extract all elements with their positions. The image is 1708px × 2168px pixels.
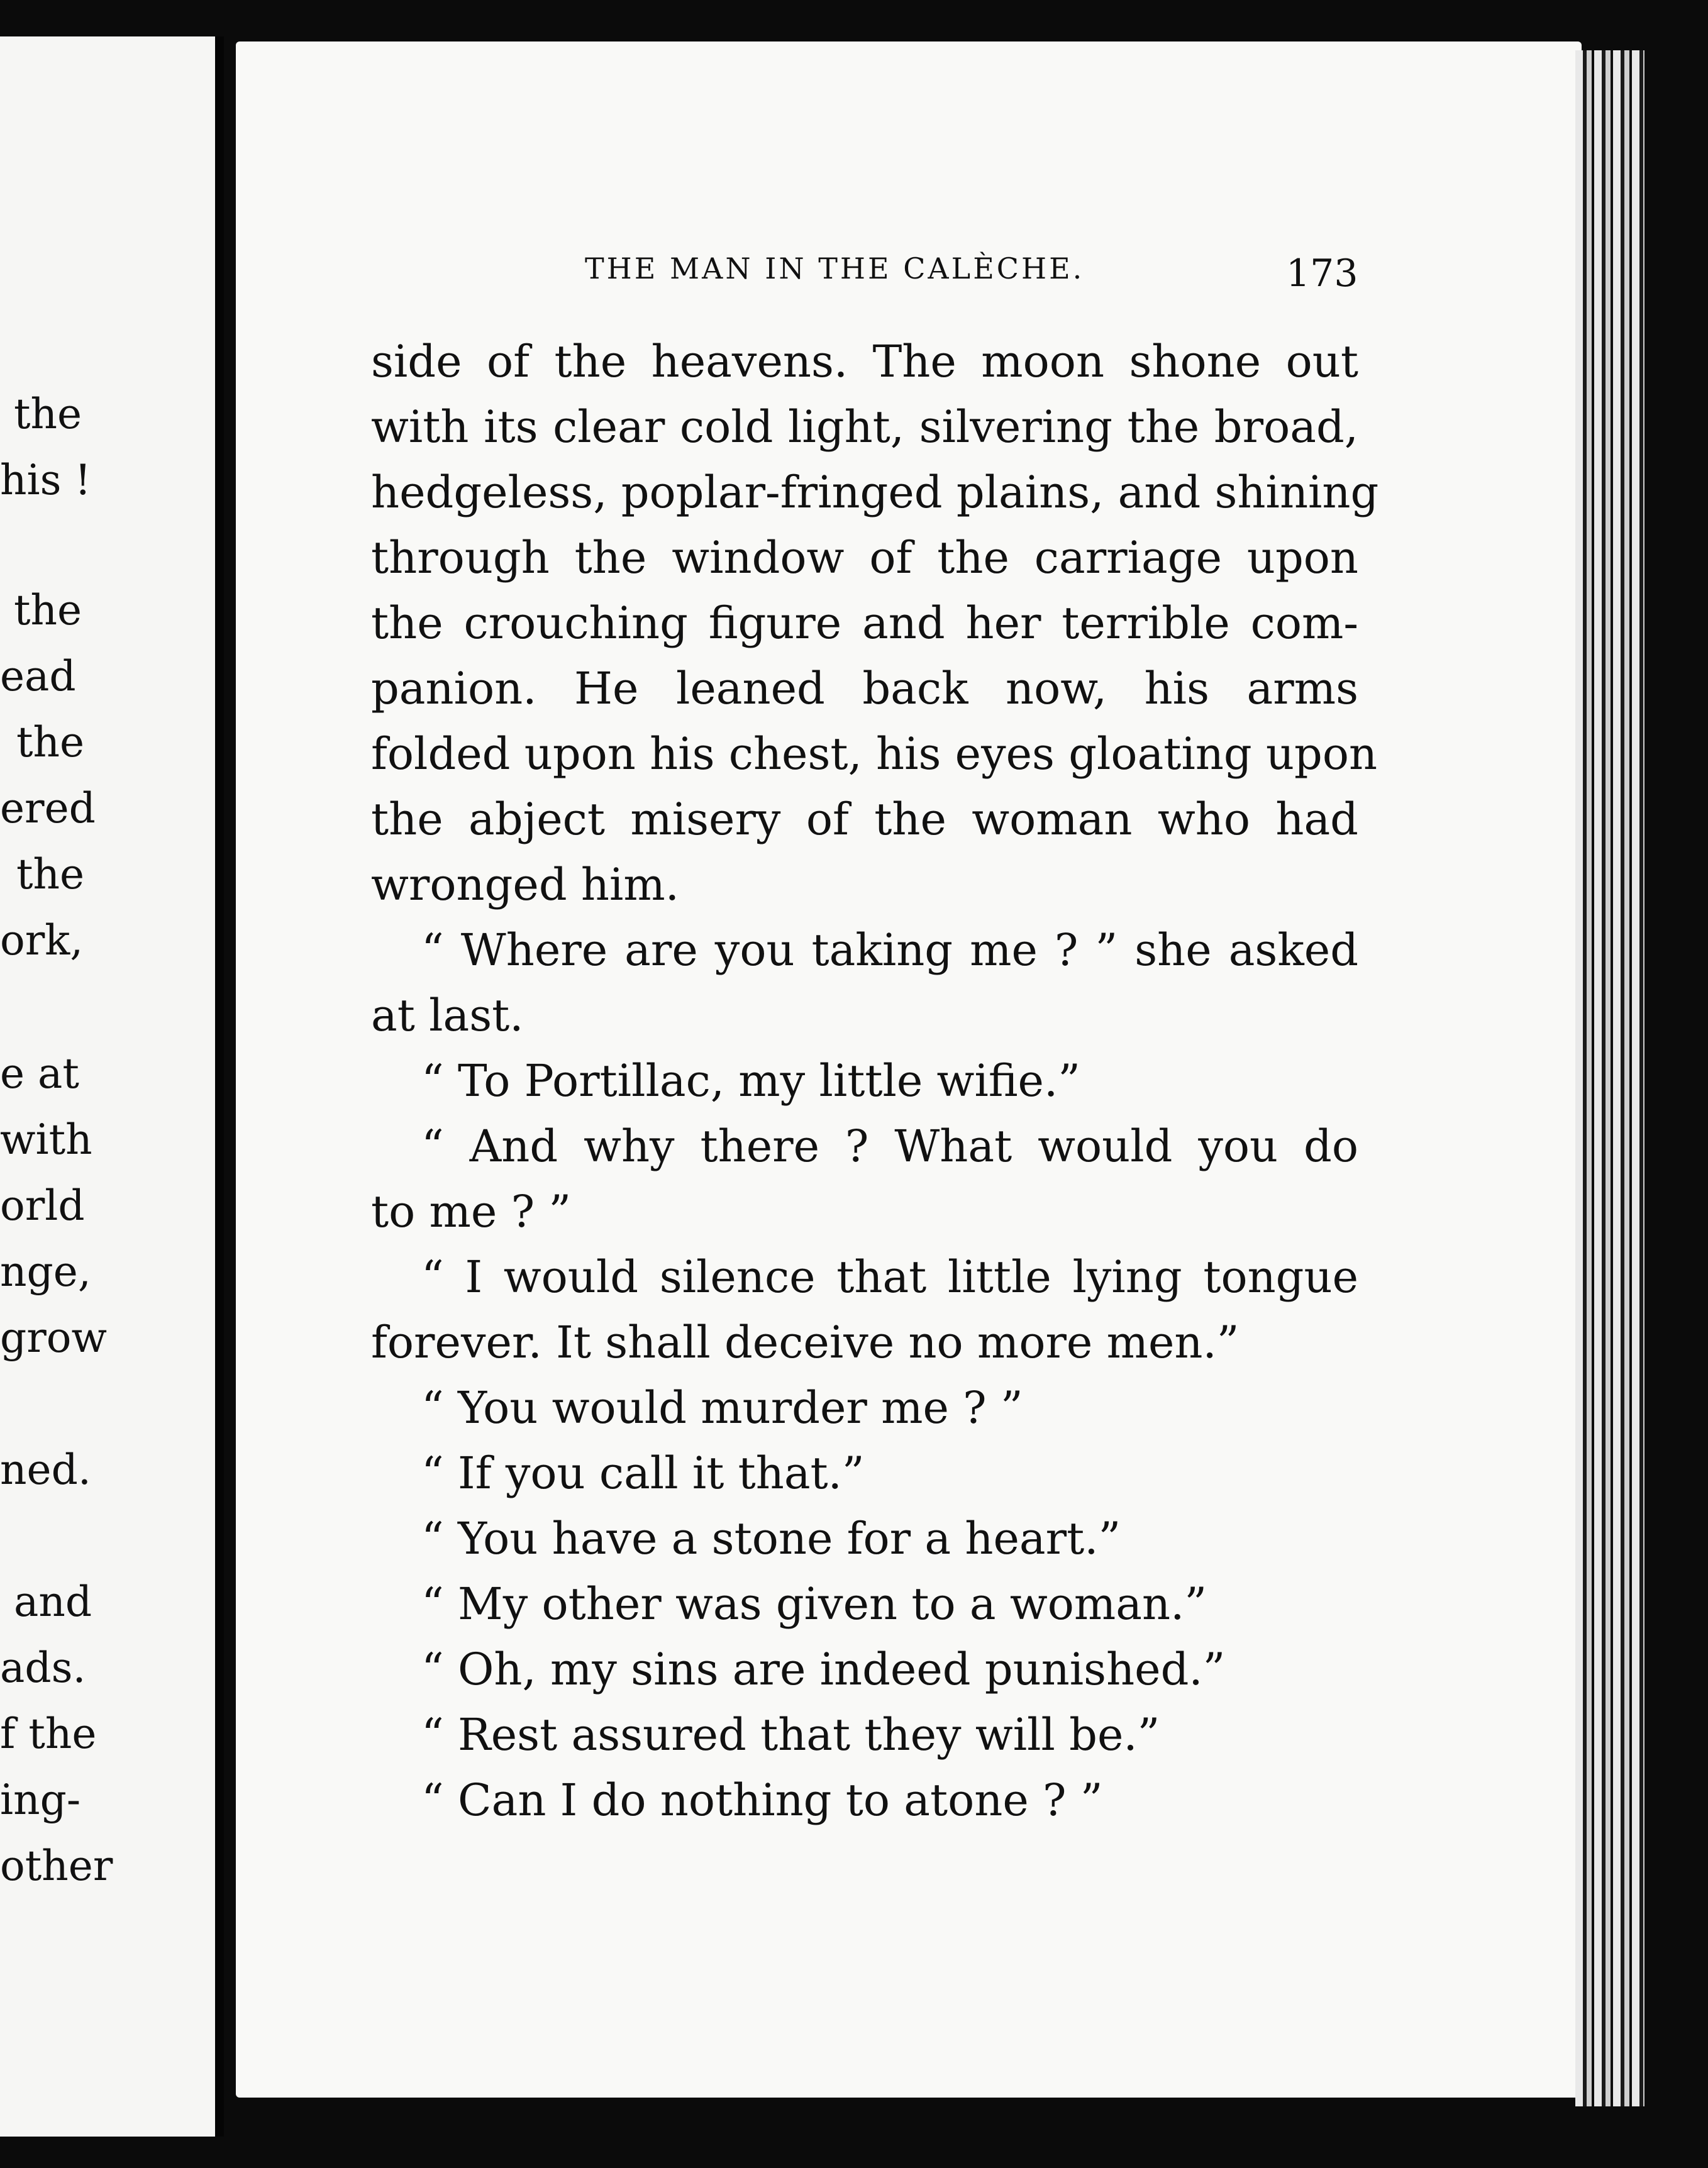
left-page-fragment: f the [0,1710,97,1758]
text-line: hedgeless, poplar-fringed plains, and shining [371,467,1379,518]
left-page-fragment: e at [0,1049,79,1098]
left-page [0,36,215,2137]
text-line: panion. He leaned back now, his arms [371,663,1358,714]
text-line: forever. It shall deceive no more men.” [371,1317,1239,1368]
text-line: “ I would silence that little lying tongue [421,1251,1358,1303]
text-line: the crouching figure and her terrible com- [371,597,1358,649]
left-page-fragment: the [16,718,85,766]
text-line: the abject misery of the woman who had [371,794,1358,845]
left-page-fragment: the [14,586,82,634]
text-line: through the window of the carriage upon [371,532,1358,583]
text-line: “ Can I do nothing to atone ? ” [421,1774,1103,1826]
left-page-fragment: ork, [0,916,84,965]
text-line: wronged him. [371,859,679,910]
text-line: “ My other was given to a woman.” [421,1578,1207,1630]
page-edges [1575,50,1644,2106]
left-page-fragment: the [16,850,85,899]
page-number: 173 [1286,252,1358,296]
text-line: “ Where are you taking me ? ” she asked [421,924,1358,976]
left-page-fragment: and [14,1578,92,1626]
text-line: “ Rest assured that they will be.” [421,1709,1160,1761]
text-line: at last. [371,990,524,1041]
left-page-fragment: ead [0,652,76,700]
book-gutter [215,36,224,2137]
text-line: “ To Portillac, my little wifie.” [421,1055,1081,1107]
text-line: “ You have a stone for a heart.” [421,1513,1121,1564]
left-page-fragment: orld [0,1181,85,1230]
left-page-fragment: ned. [0,1446,91,1494]
left-page-fragment: the [14,390,82,438]
text-line: “ Oh, my sins are indeed punished.” [421,1644,1226,1695]
text-line: folded upon his chest, his eyes gloating upon [371,728,1378,780]
left-page-fragment: grow [0,1314,108,1362]
text-line: “ You would murder me ? ” [421,1382,1023,1434]
left-page-fragment: ads. [0,1644,86,1692]
text-line: “ And why there ? What would you do [421,1120,1358,1172]
left-page-fragment: other [0,1842,113,1890]
text-line: “ If you call it that.” [421,1447,865,1499]
left-page-fragment: nge, [0,1247,91,1296]
left-page-fragment: ing- [0,1776,81,1824]
text-line: to me ? ” [371,1186,572,1237]
running-title: THE MAN IN THE CALÈCHE. [585,252,1085,285]
text-line: with its clear cold light, silvering the broad, [371,401,1358,453]
left-page-fragment: with [0,1115,92,1164]
left-page-fragment: his ! [0,456,91,504]
left-page-fragment: ered [0,784,96,832]
text-line: side of the heavens. The moon shone out [371,336,1358,387]
